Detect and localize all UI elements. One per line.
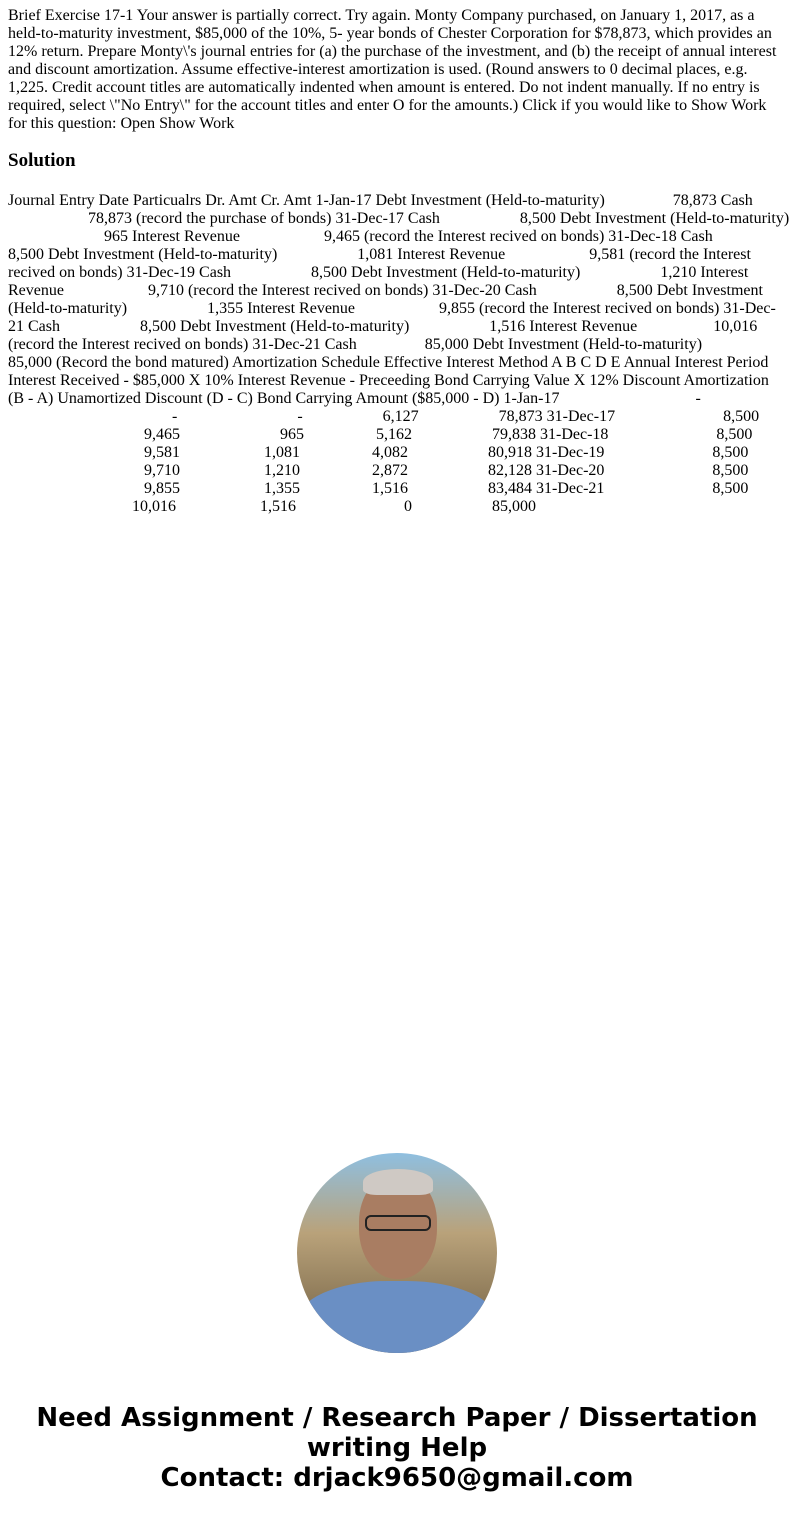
amortization-row: 9,581 1,081 4,082 80,918 31-Dec-19 8,500 xyxy=(8,444,749,461)
solution-body xyxy=(8,192,794,516)
amortization-row: 9,855 1,355 1,516 83,484 31-Dec-21 8,500 xyxy=(8,480,749,497)
solution-line: recived on bonds) 31-Dec-19 Cash 8,500 Debt Investment (Held-to-maturity) 1,210 Interest xyxy=(8,264,749,281)
banner-line: Need Assignment / Research Paper / Dissertation xyxy=(36,1403,758,1433)
amortization-row: 9,465 965 5,162 79,838 31-Dec-18 8,500 xyxy=(8,426,753,443)
contact-email: Contact: drjack9650@gmail.com xyxy=(160,1463,634,1493)
solution-line: (Held-to-maturity) 1,355 Interest Revenue 9,855 (record the Interest recived on bonds) 31-Dec- xyxy=(8,300,776,317)
glasses-icon xyxy=(365,1215,431,1231)
solution-line: 85,000 (Record the bond matured) Amortization Schedule Effective Interest Method A B C D E Annual Interest Period xyxy=(8,354,769,371)
question-text: Brief Exercise 17-1 Your answer is partially correct. Try again. Monty Company purchased, on January 1, 2017, as a held-to-maturity investment, $85,000 of the 10%, 5- year bonds of Chester Corporation for $78,873, which provides an 12% return. Prepare Monty\'s journal entries for (a) the purchase of the investment, and (b) the receipt of annual interest and discount amortization. Assume effective-interest amortization is used. (Round answers to 0 decimal places, e.g. 1,225. Credit account titles are automatically indented when amount is entered. Do not indent manually. If no entry is required, select \"No Entry\" for the account titles and enter O for the amounts.) Click if you would like to Show Work for this question: Open Show Work xyxy=(8,7,777,132)
contact-banner xyxy=(0,1403,794,1493)
shirt xyxy=(297,1281,497,1353)
solution-heading: Solution xyxy=(8,150,76,171)
solution-line: 78,873 (record the purchase of bonds) 31-Dec-17 Cash 8,500 Debt Investment (Held-to-maturity) xyxy=(8,210,790,227)
hair xyxy=(363,1169,433,1195)
solution-line: (B - A) Unamortized Discount (D - C) Bond Carrying Amount ($85,000 - D) 1-Jan-17 - xyxy=(8,390,701,407)
solution-line: 965 Interest Revenue 9,465 (record the Interest recived on bonds) 31-Dec-18 Cash xyxy=(8,228,713,245)
banner-line: writing Help xyxy=(306,1433,488,1463)
amortization-row: - - 6,127 78,873 31-Dec-17 8,500 xyxy=(8,408,760,425)
solution-line: 8,500 Debt Investment (Held-to-maturity) 1,081 Interest Revenue 9,581 (record the Interest xyxy=(8,246,751,263)
solution-line: Interest Received - $85,000 X 10% Interest Revenue - Preceeding Bond Carrying Value X 12% Discount Amortization xyxy=(8,372,769,389)
solution-line: Revenue 9,710 (record the Interest recived on bonds) 31-Dec-20 Cash 8,500 Debt Investment xyxy=(8,282,763,299)
amortization-row: 10,016 1,516 0 85,000 xyxy=(8,498,536,515)
solution-line: 21 Cash 8,500 Debt Investment (Held-to-maturity) 1,516 Interest Revenue 10,016 xyxy=(8,318,758,335)
author-photo xyxy=(297,1153,497,1353)
amortization-row: 9,710 1,210 2,872 82,128 31-Dec-20 8,500 xyxy=(8,462,749,479)
solution-line: Journal Entry Date Particualrs Dr. Amt Cr. Amt 1-Jan-17 Debt Investment (Held-to-maturity) 78,873 Cash xyxy=(8,192,753,209)
solution-line: (record the Interest recived on bonds) 31-Dec-21 Cash 85,000 Debt Investment (Held-to-maturity) xyxy=(8,336,703,353)
